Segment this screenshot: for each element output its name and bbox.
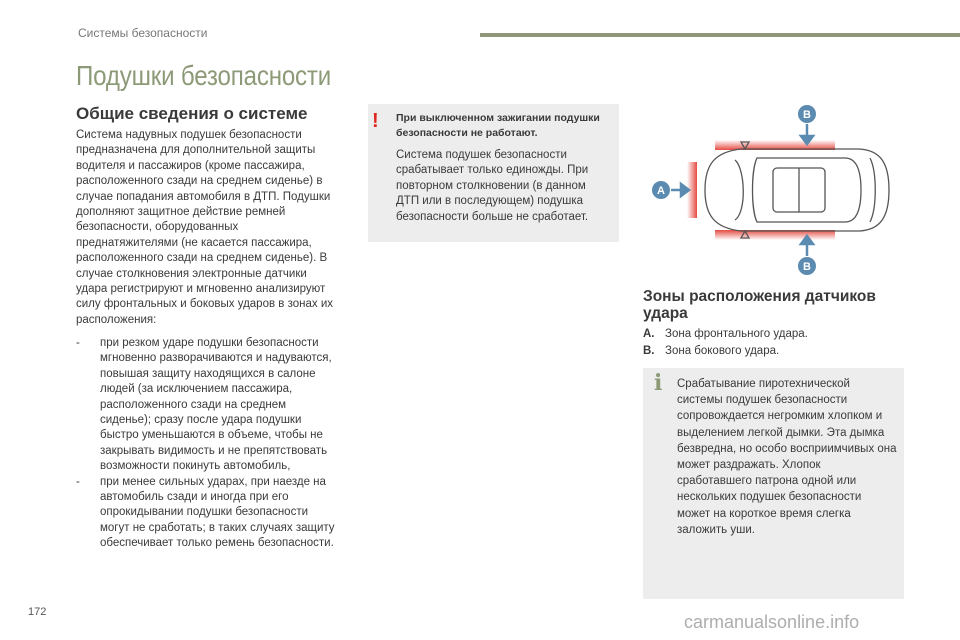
zone-text: Зона фронтального удара. bbox=[665, 328, 808, 340]
warning-bold-text: При выключенном зажигании подушки безопасности не работают. bbox=[396, 112, 600, 139]
zones-heading: Зоны расположения датчиков удара bbox=[643, 288, 876, 322]
label-b-bottom bbox=[798, 257, 816, 275]
car-top-view bbox=[705, 142, 889, 238]
label-a bbox=[652, 181, 670, 199]
warning-text: Система подушек безопасности срабатывает только единожды. При повторном столкновении (в данном ДТП или в последующем) подушка безопасности больше не сработает. bbox=[396, 149, 589, 223]
label-b-text: B bbox=[803, 109, 811, 121]
zone-item bbox=[643, 326, 903, 343]
deployment-list bbox=[76, 336, 338, 552]
zone-text: Зона бокового удара. bbox=[665, 345, 780, 357]
info-icon: i bbox=[654, 370, 663, 396]
list-item-text: при резком ударе подушки безопасности мгновенно разворачиваются и надуваются, повышая защиту находящихся в салоне людей (за исключением пассажира, расположенного сзади на среднем сиденье); сразу после удара подушки быстро уменьшаются в объеме, чтобы не закрывать видимость и не препятствовать возможности покинуть автомобиль, bbox=[100, 337, 332, 473]
list-dash: - bbox=[76, 337, 80, 349]
info-text: Срабатывание пиротехнической системы подушек безопасности сопровождается негромким хлопком и выделением легкой дымки. Эта дымка безвредна, но особо восприимчивых она может раздражать. Хлопок сработавшего патрона одной или нескольких подушек безопасности может на короткое время слегка заложить уши. bbox=[677, 378, 897, 536]
warning-icon: ! bbox=[372, 110, 379, 132]
general-paragraph: Система надувных подушек безопасности предназначена для дополнительной защиты водителя и пассажиров (кроме пассажира, расположенного сзади на среднем сиденье) в случае попадания автомобиля в ДТП. Подушки дополняют защитное действие ремней безопасности, оборудованных преднатяжителями (не касается пассажира, расположенного сзади на среднем сиденье). В случае столкновения электронные датчики удара регистрируют и мгновенно анализируют силу фронтальных и боковых ударов в зонах их расположения: bbox=[76, 129, 333, 326]
list-dash: - bbox=[76, 475, 80, 488]
list-item-text: при менее сильных ударах, при наезде на автомобиль сзади и иногда при его опрокидывании подушки безопасности могут не сработать; в таких случаях защиту обеспечивает только ремень безопасности. bbox=[100, 475, 335, 550]
list-item bbox=[76, 475, 338, 552]
zones-list bbox=[643, 326, 903, 360]
header-rule bbox=[480, 33, 960, 37]
page-number: 172 bbox=[28, 606, 47, 618]
general-heading: Общие сведения о системе bbox=[76, 104, 308, 123]
list-item bbox=[76, 336, 338, 475]
section-title: Системы безопасности bbox=[78, 26, 208, 40]
page-title: Подушки безопасности bbox=[76, 60, 332, 91]
zone-letter: A. bbox=[643, 328, 655, 340]
zone-item bbox=[643, 343, 903, 360]
watermark: carmanualsonline.info bbox=[684, 612, 860, 632]
car-sensor-diagram bbox=[645, 102, 905, 278]
label-b-top bbox=[798, 105, 816, 123]
label-a-text: A bbox=[657, 185, 665, 197]
zone-letter: B. bbox=[643, 345, 655, 357]
label-b-text: B bbox=[803, 261, 811, 273]
